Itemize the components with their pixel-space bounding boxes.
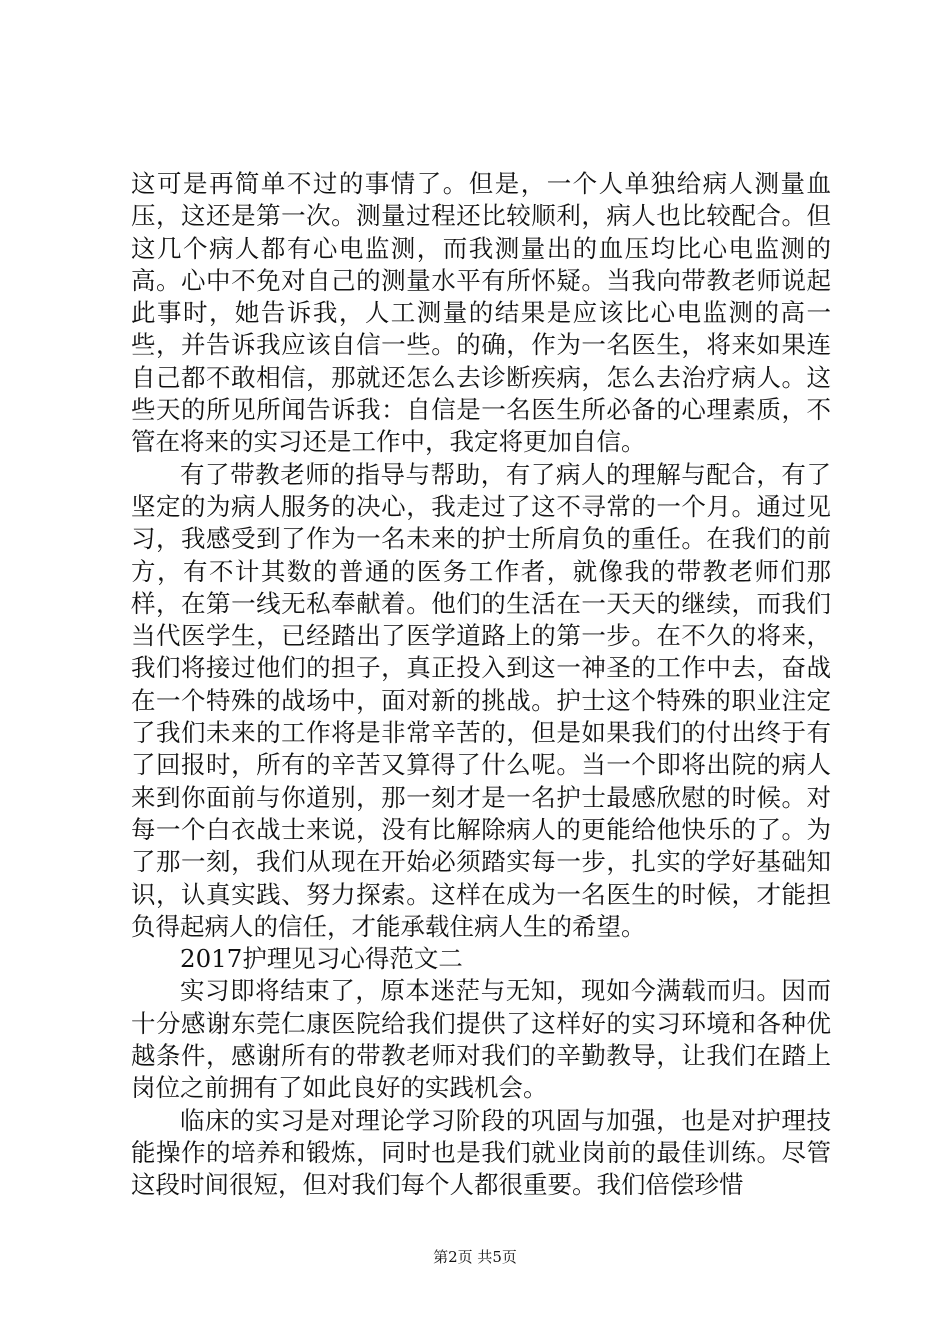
- section-heading: 2017护理见习心得范文二: [180, 944, 463, 974]
- document-body: [131, 168, 831, 1202]
- paragraph-internship-reflection: 有了带教老师的指导与帮助，有了病人的理解与配合，有了坚定的为病人服务的决心，我走过了这不寻常的一个月。通过见习，我感受到了作为一名未来的护士所肩负的重任。在我们的前方，有不计其数的普通的医务工作者，就像我的带教老师们那样，在第一线无私奉献着。他们的生活在一天天的继续，而我们当代医学生，已经踏出了医学道路上的第一步。在不久的将来，我们将接过他们的担子，真正投入到这一神圣的工作中去，奋战在一个特殊的战场中，面对新的挑战。护士这个特殊的职业注定了我们未来的工作将是非常辛苦的，但是如果我们的付出终于有了回报时，所有的辛苦又算得了什么呢。当一个即将出院的病人来到你面前与你道别，那一刻才是一名护士最感欣慰的时候。对每一个白衣战士来说，没有比解除病人的更能给他快乐的了。为了那一刻，我们从现在开始必须踏实每一步，扎实的学好基础知识，认真实践、努力探索。这样在成为一名医生的时候，才能担负得起病人的信任，才能承载住病人生的希望。: [131, 459, 831, 941]
- paragraph-clinical-practice: 临床的实习是对理论学习阶段的巩固与加强，也是对护理技能操作的培养和锻炼，同时也是我们就业岗前的最佳训练。尽管这段时间很短，但对我们每个人都很重要。我们倍偿珍惜: [131, 1105, 831, 1200]
- page-number-footer: 第2页 共5页: [433, 1248, 517, 1266]
- paragraph-thanks: 实习即将结束了，原本迷茫与无知，现如今满载而归。因而十分感谢东莞仁康医院给我们提供了这样好的实习环境和各种优越条件，感谢所有的带教老师对我们的辛勤教导，让我们在踏上岗位之前拥有了如此良好的实践机会。: [131, 976, 831, 1103]
- paragraph-blood-pressure: 这可是再简单不过的事情了。但是，一个人单独给病人测量血压，这还是第一次。测量过程还比较顺利，病人也比较配合。但这几个病人都有心电监测，而我测量出的血压均比心电监测的高。心中不免对自己的测量水平有所怀疑。当我向带教老师说起此事时，她告诉我，人工测量的结果是应该比心电监测的高一些，并告诉我应该自信一些。的确，作为一名医生，将来如果连自己都不敢相信，那就还怎么去诊断疾病，怎么去治疗病人。这些天的所见所闻告诉我：自信是一名医生所必备的心理素质，不管在将来的实习还是工作中，我定将更加自信。: [131, 169, 831, 457]
